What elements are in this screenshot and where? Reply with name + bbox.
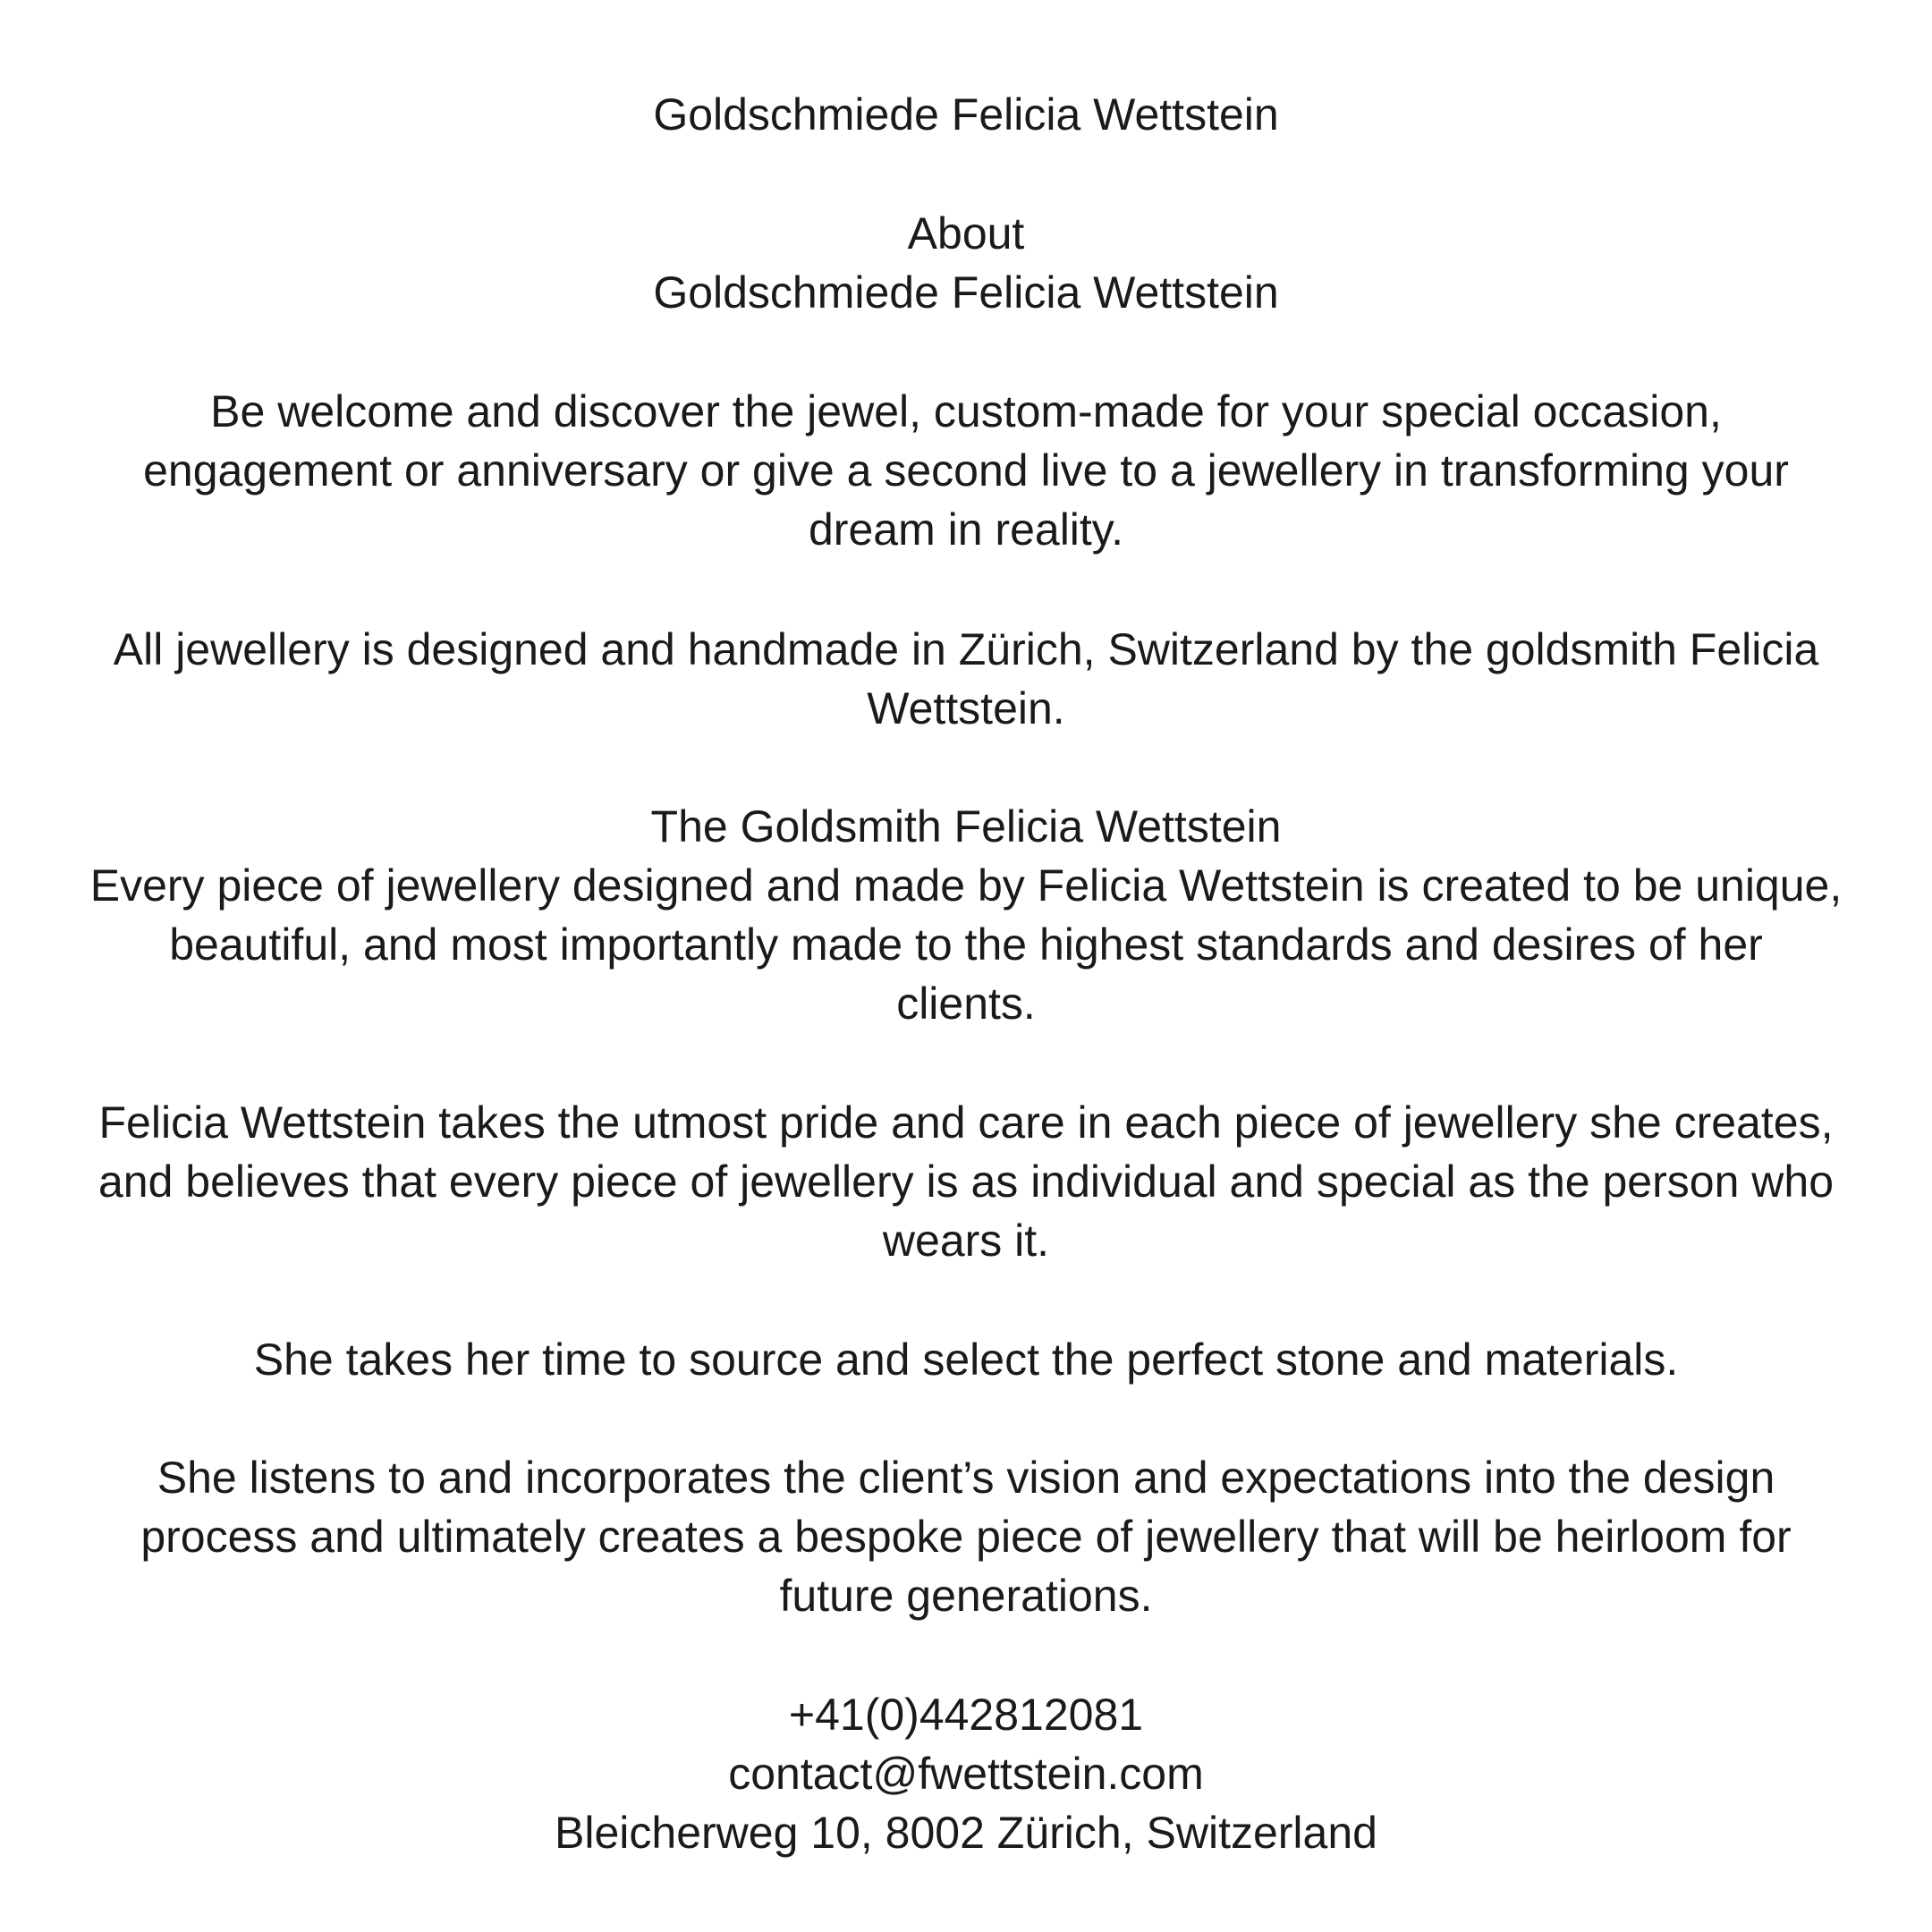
site-title [54,85,1878,144]
goldsmith-line: clients. [896,979,1036,1029]
contact-address: Bleicherweg 10, 8002 Zürich, Switzerland [555,1808,1377,1858]
goldsmith-line: beautiful, and most importantly made to the highest standards and desires of her [169,919,1763,970]
pride-line: Felicia Wettstein takes the utmost pride and care in each piece of jewellery she creates, [98,1097,1834,1148]
stone-paragraph [54,1330,1878,1389]
listens-paragraph [54,1448,1878,1625]
contact-info [54,1685,1878,1862]
designed-line: All jewellery is designed and handmade in Zürich, Switzerland by the goldsmith Felicia [113,624,1819,674]
listens-line: She listens to and incorporates the client’s vision and expectations into the design [157,1453,1775,1503]
welcome-line: engagement or anniversary or give a second live to a jewellery in transforming your [143,445,1789,496]
about-heading: About [907,208,1025,258]
welcome-line: Be welcome and discover the jewel, custom-made for your special occasion, [210,386,1722,436]
goldsmith-section [54,797,1878,1033]
welcome-paragraph [54,382,1878,559]
stone-line: She takes her time to source and select the perfect stone and materials. [253,1335,1679,1385]
welcome-line: dream in reality. [809,504,1123,555]
designed-paragraph [54,620,1878,738]
about-section-header [54,204,1878,322]
contact-email: contact@fwettstein.com [728,1749,1204,1799]
goldsmith-line: Every piece of jewellery designed and made by Felicia Wettstein is created to be unique, [89,860,1843,911]
pride-line: and believes that every piece of jewellery is as individual and special as the person who [97,1157,1834,1207]
listens-line: future generations. [779,1571,1153,1621]
designed-line: Wettstein. [867,683,1065,733]
about-subheading: Goldschmiede Felicia Wettstein [653,267,1279,318]
contact-phone: +41(0)442812081 [788,1690,1144,1740]
pride-line: wears it. [882,1216,1050,1266]
pride-paragraph [54,1093,1878,1270]
goldsmith-heading: The Goldsmith Felicia Wettstein [650,801,1282,852]
listens-line: process and ultimately creates a bespoke piece of jewellery that will be heirloom for [140,1512,1792,1562]
site-title-text: Goldschmiede Felicia Wettstein [653,89,1279,140]
